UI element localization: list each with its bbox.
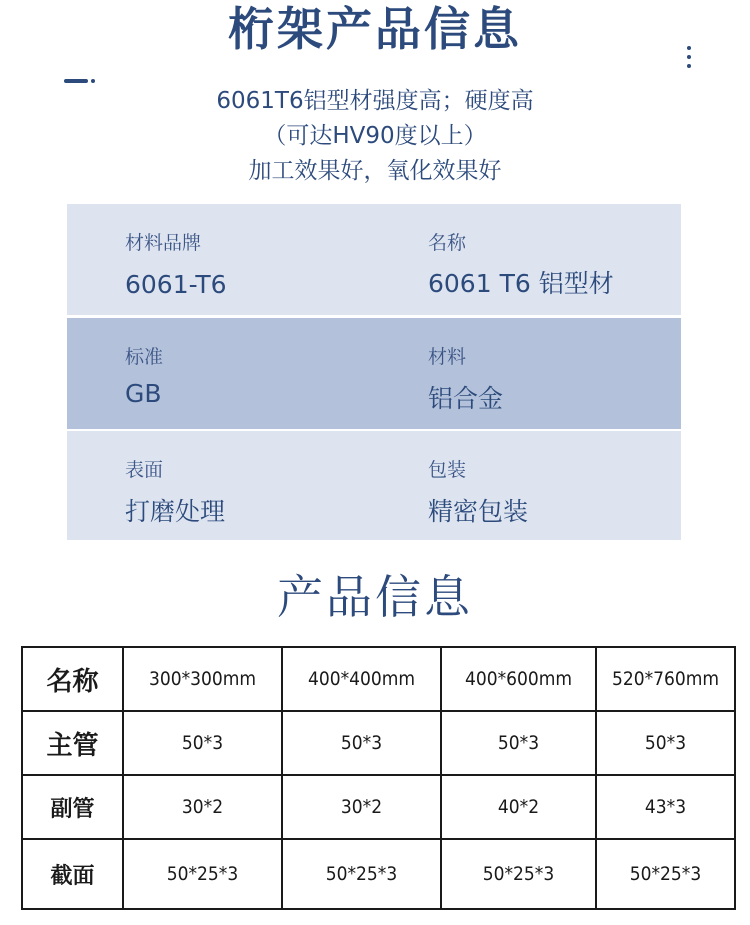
table-cell: 30*2	[123, 775, 282, 839]
spec-row-surface-packaging	[67, 431, 681, 540]
intro-line-3: 加工效果好，氧化效果好	[248, 158, 502, 184]
table-cell: 400*600mm	[441, 647, 596, 711]
table-row-header: 名称	[22, 647, 123, 711]
table-cell: 300*300mm	[123, 647, 282, 711]
spec-label: 标准	[125, 346, 164, 368]
spec-value: 6061-T6	[125, 270, 227, 299]
table-cell: 520*760mm	[596, 647, 735, 711]
product-info-table	[21, 646, 736, 910]
section-title: 产品信息	[277, 570, 473, 624]
more-dot	[687, 55, 691, 59]
spec-label: 包装	[428, 459, 467, 481]
table-cell: 30*2	[282, 775, 441, 839]
table-cell: 50*3	[596, 711, 735, 775]
spec-label: 材料	[428, 346, 467, 368]
table-row-header: 截面	[22, 839, 123, 909]
intro-line-2: （可达HV90度以上）	[263, 123, 487, 149]
spec-row-standard-material	[67, 318, 681, 429]
more-icon[interactable]	[683, 46, 695, 74]
table-cell: 50*25*3	[282, 839, 441, 909]
spec-value: GB	[125, 379, 162, 408]
table-row	[22, 711, 735, 775]
table-cell: 50*3	[282, 711, 441, 775]
table-cell: 43*3	[596, 775, 735, 839]
table-cell: 50*25*3	[596, 839, 735, 909]
table-cell: 50*25*3	[123, 839, 282, 909]
intro-line-1: 6061T6铝型材强度高；硬度高	[216, 88, 534, 114]
spec-label: 材料品牌	[125, 232, 202, 254]
spec-value: 打磨处理	[125, 497, 226, 526]
spec-panel	[67, 204, 681, 540]
spec-value: 精密包装	[428, 497, 529, 526]
spec-row-brand-name	[67, 204, 681, 315]
table-cell: 50*25*3	[441, 839, 596, 909]
table-cell: 400*400mm	[282, 647, 441, 711]
table-row	[22, 839, 735, 909]
more-dot	[687, 46, 691, 50]
table-row-header: 主管	[22, 711, 123, 775]
spec-label: 名称	[428, 232, 467, 254]
more-dot	[687, 64, 691, 68]
table-row	[22, 647, 735, 711]
spec-value: 铝合金	[428, 384, 504, 413]
table-row-header: 副管	[22, 775, 123, 839]
spec-label: 表面	[125, 459, 164, 481]
table-cell: 50*3	[123, 711, 282, 775]
table-cell: 50*3	[441, 711, 596, 775]
table-cell: 40*2	[441, 775, 596, 839]
page-title: 桁架产品信息	[228, 2, 522, 56]
spec-value: 6061 T6 铝型材	[428, 269, 614, 298]
table-row	[22, 775, 735, 839]
